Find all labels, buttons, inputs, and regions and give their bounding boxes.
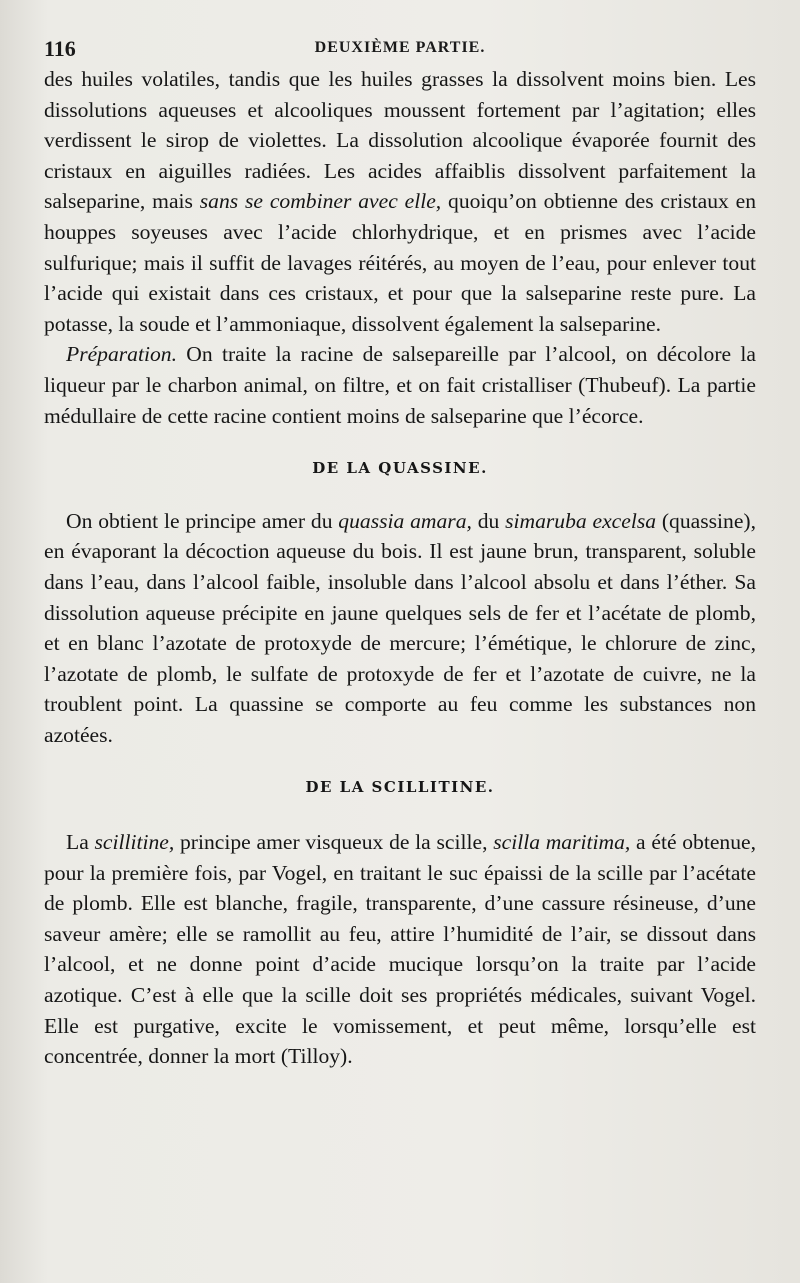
paragraph-scillitine: La scillitine, principe amer visqueux de la scille, scilla maritima, a été obtenue, pour la première fois, par Vogel, en traitant le suc épaissi de la scille par l’acétate de plomb. Elle est blanche, fragile, transparente, d’une cassure résineuse, d’une saveur amère; elle se ramollit au feu, attire l’humidité de l’air, se dissout dans l’alcool, et ne donne point d’acide mucique lorsqu’on la traite par l’acide azotique. C’est à elle que la scille doit ses propriétés médicales, suivant Vogel. Elle est purgative, excite le vomissement, et peut même, lorsqu’elle est concentrée, donner la mort (Tilloy). [44, 830, 757, 1069]
emphasis-text: sans se combiner avec elle, [199, 189, 442, 214]
emphasis-text: quassia amara, [338, 508, 472, 533]
page-body [44, 64, 756, 1072]
preparation-label: Préparation. [66, 342, 177, 367]
emphasis-text: scilla maritima, [493, 830, 631, 855]
running-head: DEUXIÈME PARTIE. [314, 39, 486, 56]
paragraph-preparation: Préparation. On traite la racine de salsepareille par l’alcool, on décolore la liqueur par le charbon animal, on filtre, et on fait cristalliser (Thubeuf). La partie médullaire de cette racine contient moins de salseparine que l’écorce. [44, 342, 756, 428]
emphasis-text: scillitine, [94, 830, 175, 855]
page-number: 116 [44, 36, 76, 61]
section-title-scillitine: DE LA SCILLITINE. [305, 778, 495, 797]
page-header [44, 36, 756, 66]
paragraph-salseparine-properties: des huiles volatiles, tandis que les huiles grasses la dissolvent moins bien. Les dissolutions aqueuses et alcooliques moussent fortement par l’agitation; elles verdissent le sirop de violettes. La dissolution alcoolique évaporée fournit des cristaux en aiguilles radiées. Les acides affaiblis dissolvent parfaitement la salseparine, mais sans se combiner avec elle, quoiqu’on obtienne des cristaux en houppes soyeuses avec l’acide chlorhydrique, et en prismes avec l’acide sulfurique; mais il suffit de lavages réitérés, au moyen de l’eau, pour enlever tout l’acide qui existait dans ces cristaux, et pour que la salseparine reste pure. La potasse, la soude et l’ammoniaque, dissolvent également la salseparine. [44, 67, 756, 336]
section-title-quassine: DE LA QUASSINE. [312, 459, 488, 478]
emphasis-text: simaruba excelsa [505, 508, 657, 533]
paragraph-quassine: On obtient le principe amer du quassia amara, du simaruba excelsa (quassine), en évaporant la décoction aqueuse du bois. Il est jaune brun, transparent, soluble dans l’eau, dans l’alcool faible, insoluble dans l’alcool absolu et dans l’éther. Sa dissolution aqueuse précipite en jaune quelques sels de fer et l’acétate de plomb, et en blanc l’azotate de protoxyde de mercure; l’émétique, le chlorure de zinc, l’azotate de plomb, le sulfate de protoxyde de fer et l’azotate de cuivre, ne la troublent point. La quassine se comporte au feu comme les substances non azotées. [44, 508, 757, 747]
